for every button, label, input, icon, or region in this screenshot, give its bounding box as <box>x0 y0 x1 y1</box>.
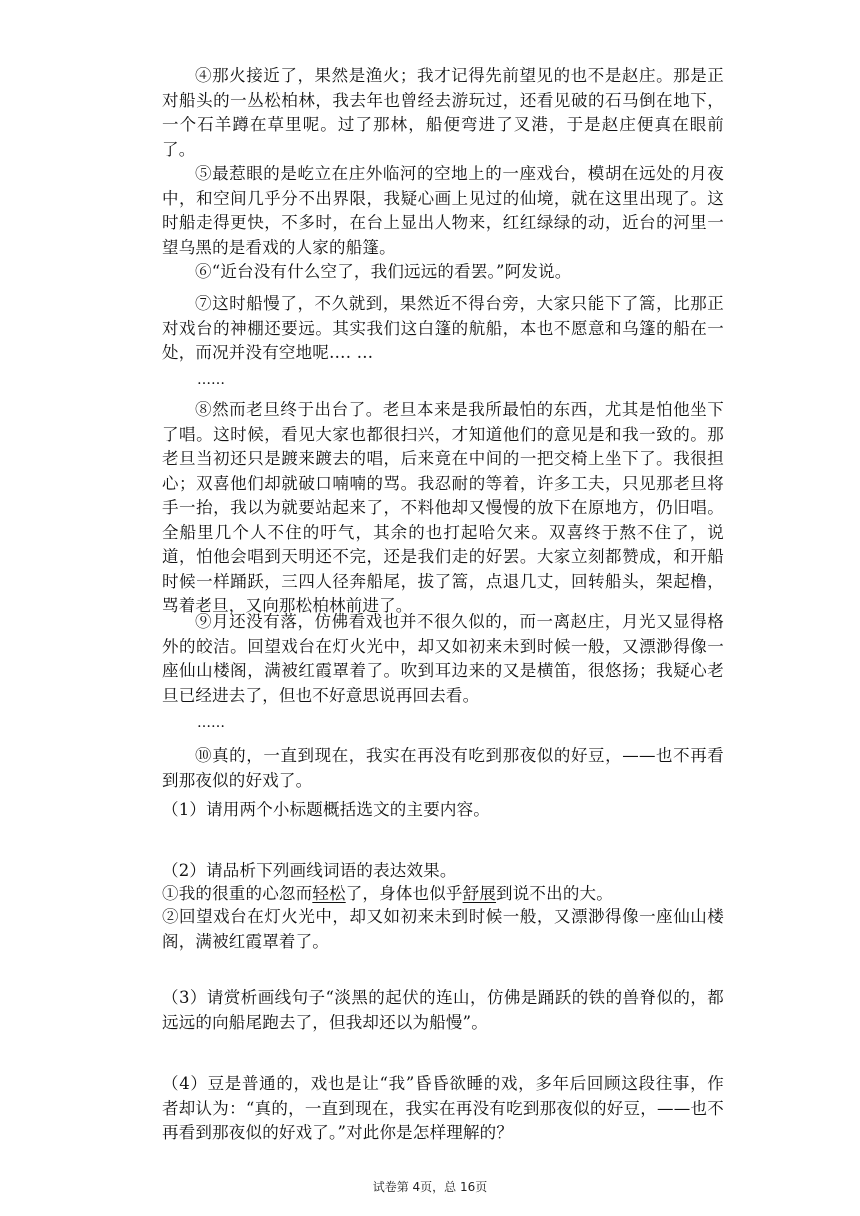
question-2-item-2: ②回望戏台在灯火光中，却又如初来未到时候一般，又漂渺得像一座仙山楼阁，满被红霞罩着了。 <box>162 907 724 951</box>
underlined-word-qingsong: 轻松 <box>312 884 346 903</box>
question-1: （1）请用两个小标题概括选文的主要内容。 <box>162 800 490 819</box>
paragraph-5: ⑤最惹眼的是屹立在庄外临河的空地上的一座戏台，模胡在远处的月夜中，和空间几乎分不出界限，我疑心画上见过的仙境，就在这里出现了。这时船走得更快，不多时，在台上显出人物来，红红绿绿的动，近台的河里一望乌黑的是看戏的人家的船篷。 <box>162 164 724 257</box>
page-footer: 试卷第 4页，总 16页 <box>372 1180 488 1194</box>
paragraph-9: ⑨月还没有落，仿佛看戏也并不很久似的，而一离赵庄，月光又显得格外的皎洁。回望戏台在灯火光中，却又如初来未到时候一般，又漂渺得像一座仙山楼阁，满被红霞罩着了。吹到耳边来的又是横笛，很悠扬；我疑心老旦已经进去了，但也不好意思说再回去看。 <box>162 612 724 705</box>
question-4: （4）豆是普通的，戏也是让“我”昏昏欲睡的戏，多年后回顾这段往事，作者却认为：“真的，一直到现在，我实在再没有吃到那夜似的好豆，——也不再看到那夜似的好戏了。”对此你是怎样理解的？ <box>162 1074 724 1142</box>
omission-mark: …… <box>197 715 225 731</box>
q2-item1-text: 了，身体也似乎 <box>345 884 463 903</box>
paragraph-6: ⑥“近台没有什么空了，我们远远的看罢。”阿发说。 <box>195 262 572 281</box>
question-2-item-1 <box>162 882 724 907</box>
omission-mark: …… <box>197 372 225 388</box>
paragraph-4: ④那火接近了，果然是渔火；我才记得先前望见的也不是赵庄。那是正对船头的一丛松柏林，我去年也曾经去游玩过，还看见破的石马倒在地下，一个石羊蹲在草里呢。过了那林，船便弯进了叉港，于是赵庄便真在眼前了。 <box>162 66 724 159</box>
paragraph-7: ⑦这时船慢了，不久就到，果然近不得台旁，大家只能下了篙，比那正对戏台的神棚还要远。其实我们这白篷的航船，本也不愿意和乌篷的船在一处，而况并没有空地呢…. … <box>162 294 724 362</box>
question-2: （2）请品析下列画线词语的表达效果。 <box>162 861 457 880</box>
underlined-word-shuzhan: 舒展 <box>462 884 497 903</box>
question-3: （3）请赏析画线句子“淡黑的起伏的连山，仿佛是踊跃的铁的兽脊似的，都远远的向船尾跑去了，但我却还以为船慢”。 <box>162 988 724 1032</box>
paragraph-8: ⑧然而老旦终于出台了。老旦本来是我所最怕的东西，尤其是怕他坐下了唱。这时候，看见大家也都很扫兴，才知道他们的意见是和我一致的。那老旦当初还只是踱来踱去的唱，后来竟在中间的一把交椅上坐下了。我很担心；双喜他们却就破口喃喃的骂。我忍耐的等着，许多工夫，只见那老旦将手一抬，我以为就要站起来了，不料他却又慢慢的放下在原地方，仍旧唱。全船里几个人不住的吁气，其余的也打起哈欠来。双喜终于熬不住了，说道，怕他会唱到天明还不完，还是我们走的好罢。大家立刻都赞成，和开船时候一样踊跃，三四人径奔船尾，拔了篙，点退几丈，回转船头，架起橹，骂着老旦，又向那松柏林前进了。 <box>162 400 724 615</box>
paragraph-10: ⑩真的，一直到现在，我实在再没有吃到那夜似的好豆，——也不再看到那夜似的好戏了。 <box>162 746 724 790</box>
q2-item1-text: 到说不出的大。 <box>496 884 613 903</box>
q2-item1-text: ①我的很重的心忽而 <box>162 884 313 903</box>
